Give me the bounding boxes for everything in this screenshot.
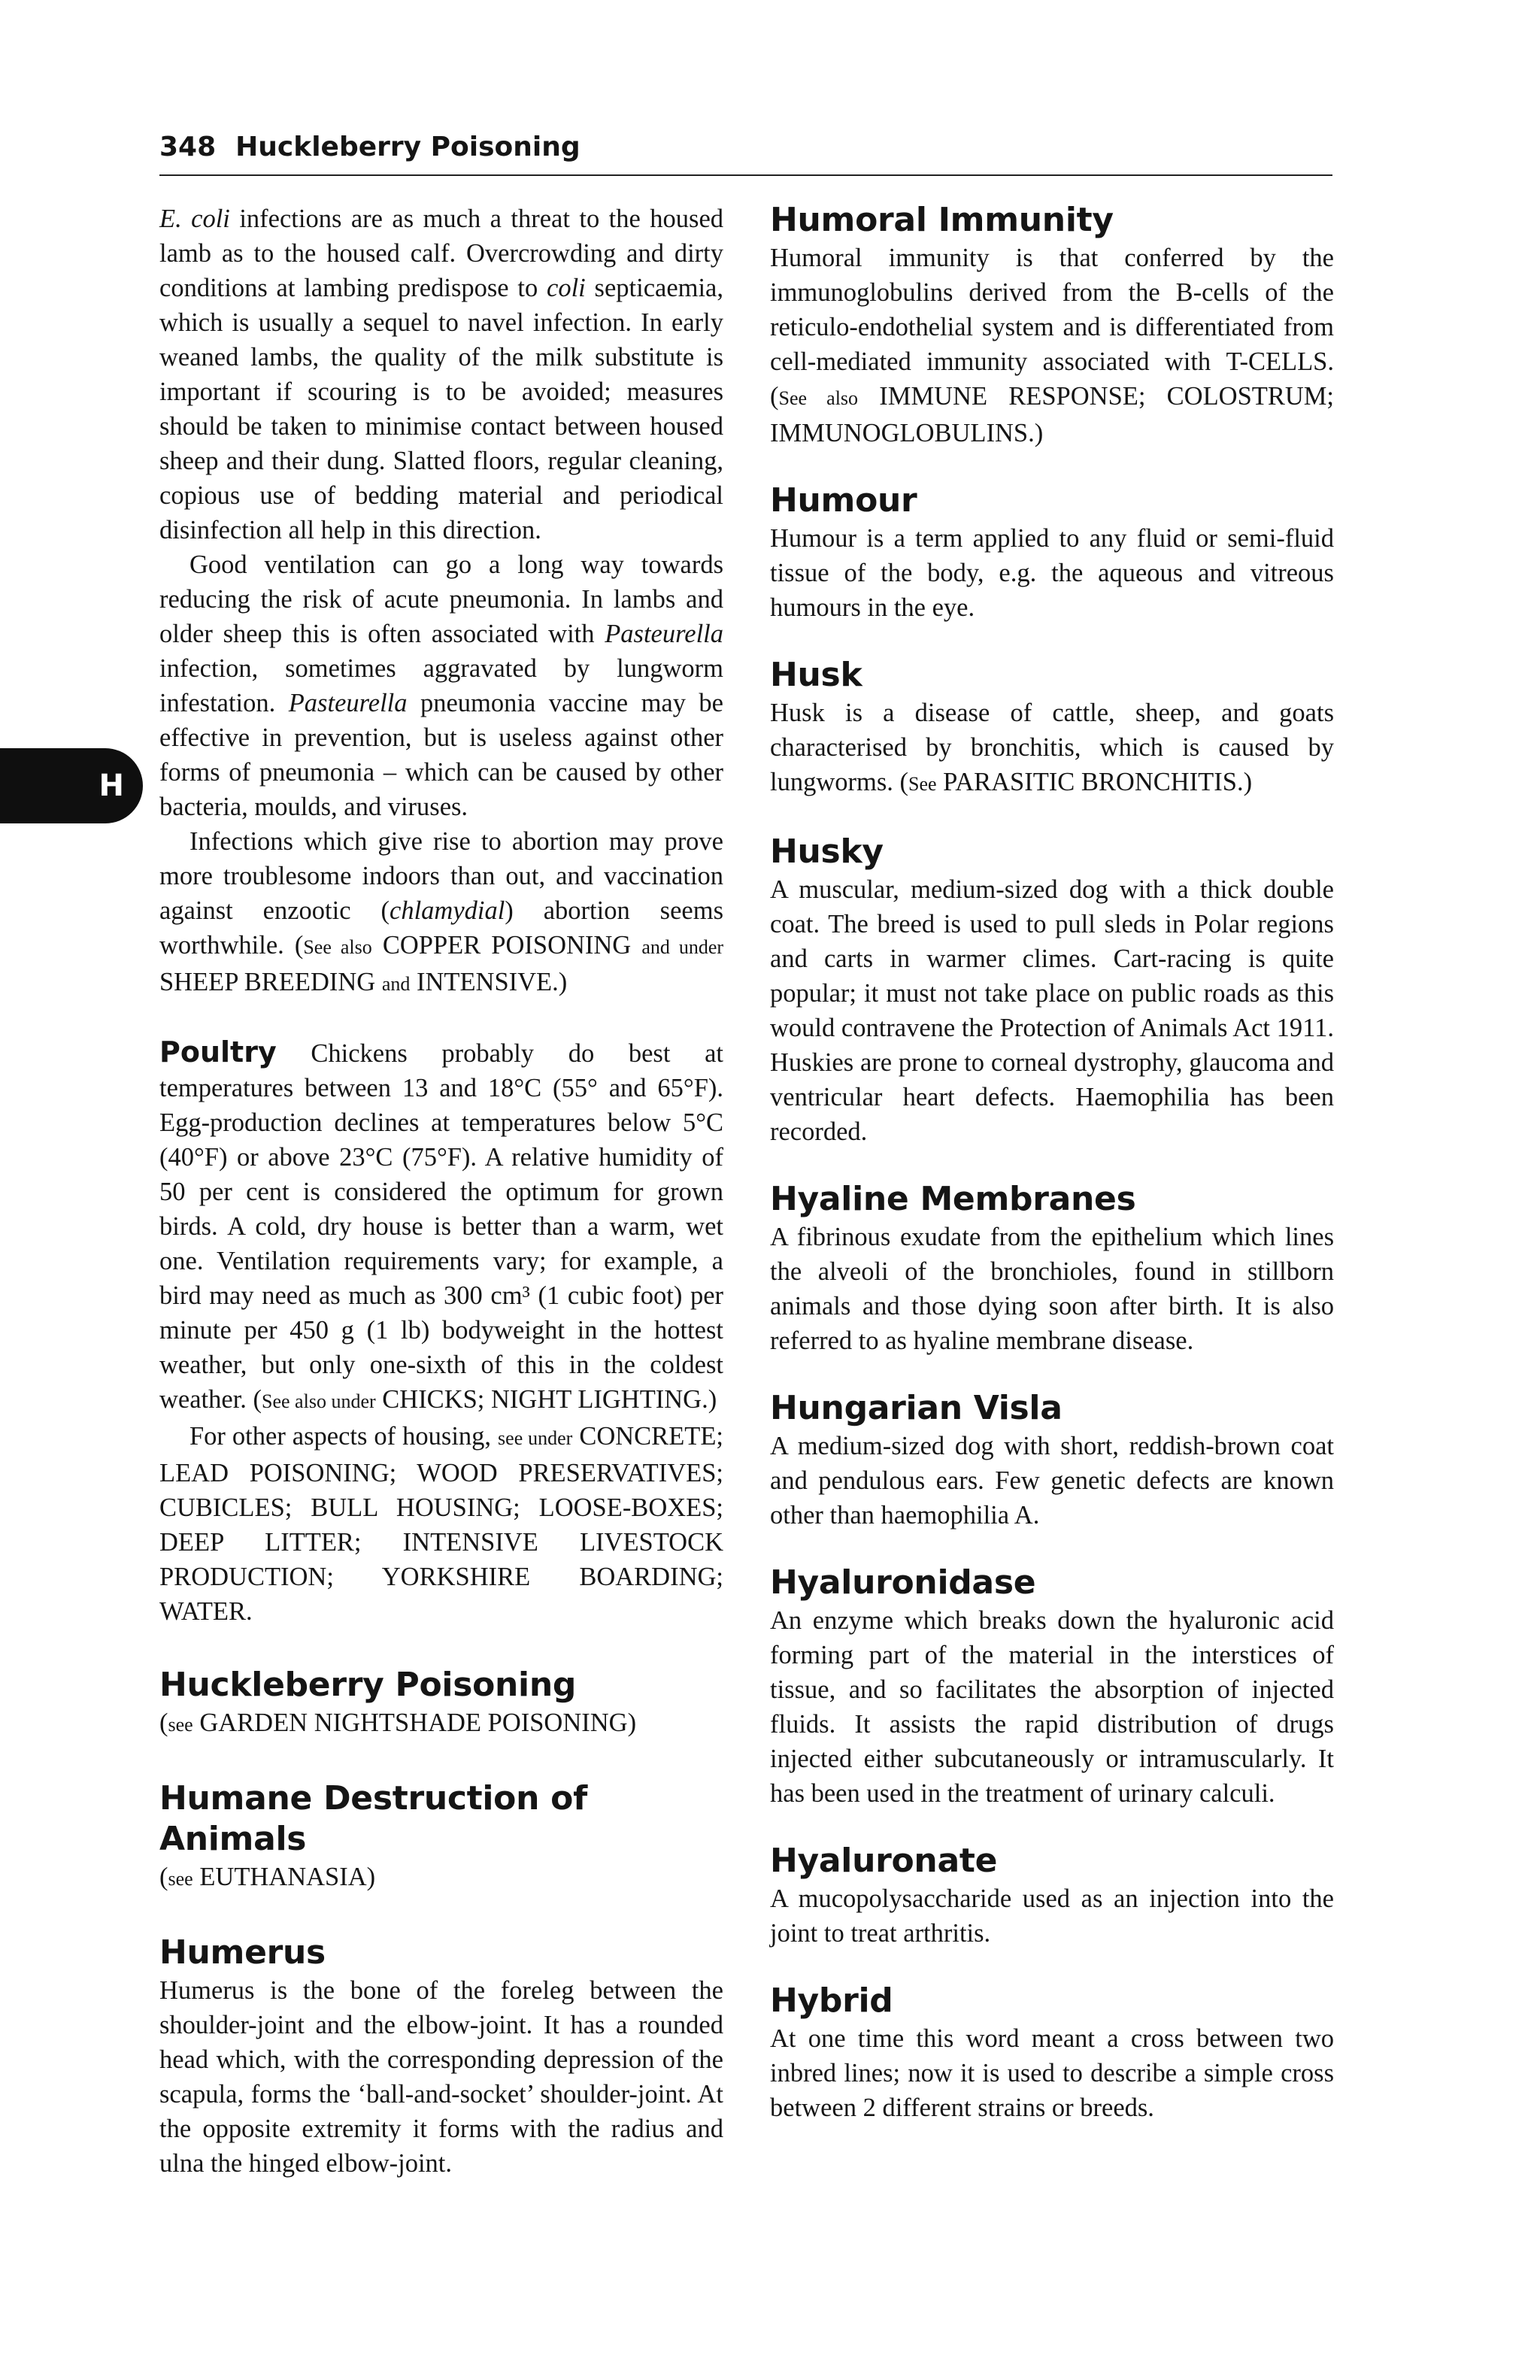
text-run: Chickens probably do best at temperatures between 13 and 18°C (55° and 65°F). Egg-production declines at temperatures below 5°C (40°F) or above 23°C (75°F). A relative humidity of 50 per cent is considered the optimum for grown birds. A cold, dry house is better than a warm, wet one. Ventilation requirements vary; for example, a bird may need as much as 300 cm³ (1 cubic foot) per minute per 450 g (1 lb) bodyweight in the hottest weather, but only one-sixth of this in the coldest weather. (: [159, 1039, 723, 1414]
entry-title: Humane Destruction of Animals: [159, 1779, 587, 1858]
thumb-index-tab: [0, 748, 143, 823]
see-label: see: [168, 1868, 193, 1890]
text-run: .: [246, 1597, 253, 1626]
left-column: [159, 202, 723, 2181]
see-also-label: see under: [498, 1427, 573, 1449]
entry-title: Hyaline Membranes: [770, 1180, 1136, 1218]
cross-reference: EUTHANASIA: [199, 1863, 367, 1891]
housing-paragraph-other: [159, 1419, 723, 1629]
genus-name: Pasteurella: [605, 620, 723, 648]
connector: and under: [641, 936, 724, 958]
cross-reference: GARDEN NIGHTSHADE POISONING: [199, 1708, 628, 1737]
text-run: Husk is a disease of cattle, sheep, and goats characterised by bronchitis, which is caused by lungworms. (: [770, 699, 1334, 796]
text-run: septicaemia, which is usually a sequel to navel infection. In early weaned lambs, the quality of the milk substitute is important if scouring is to be avoided; measures should be taken to minimise contact between housed sheep and their dung. Slatted floors, regular cleaning, copious use of bedding material and periodical disinfection all help in this direction.: [159, 274, 723, 544]
page-number: 348: [159, 132, 217, 162]
entry-cross-reference: (see EUTHANASIA): [159, 1863, 376, 1891]
run-in-heading: Poultry: [159, 1035, 277, 1069]
see-label: See: [908, 773, 937, 795]
entry-title: Hyaluronidase: [770, 1563, 1036, 1602]
entry-title: Husky: [770, 832, 884, 871]
connector: and: [381, 973, 411, 995]
text-run: . (: [770, 347, 1334, 411]
species-name: coli: [547, 274, 586, 302]
organism-name: chlamydial: [390, 896, 505, 925]
cross-reference: IMMUNE RESPONSE; COLOSTRUM; IMMUNOGLOBULINS: [770, 382, 1335, 447]
see-also-label: See also: [303, 936, 372, 958]
poultry-paragraph: [159, 1035, 723, 1419]
entry-body: A medium-sized dog with short, reddish-brown coat and pendulous ears. Few genetic defects are known other than haemophilia A.: [770, 1432, 1334, 1530]
text-run: infections are as much a threat to the housed lamb as to the housed calf. Overcrowding and dirty conditions at lambing predispose to: [159, 205, 724, 302]
text-run: .): [702, 1385, 717, 1414]
text-run: ) abortion seems worthwhile. (: [159, 896, 723, 960]
entry-title: Hybrid: [770, 1981, 893, 2020]
thumb-index-letter: H: [99, 769, 124, 803]
text-run: .): [1028, 419, 1044, 447]
cross-reference: T-CELLS: [1226, 347, 1328, 376]
entry-body: Humerus is the bone of the foreleg between the shoulder-joint and the elbow-joint. It has a rounded head which, with the corresponding depression of the scapula, forms the ‘ball-and-socket’ shoulder-joint. At the opposite extremity it forms with the radius and ulna the hinged elbow-joint.: [159, 1976, 723, 2178]
see-label: see: [168, 1714, 193, 1736]
cross-reference: PARASITIC BRONCHITIS: [943, 768, 1237, 796]
entry-body: [770, 696, 1334, 802]
text-run: For other aspects of housing,: [189, 1422, 499, 1451]
housing-paragraph-ventilation: [159, 547, 723, 824]
entry-body: A mucopolysaccharide used as an injection into the joint to treat arthritis.: [770, 1884, 1334, 1948]
entry-body: [770, 241, 1334, 450]
entry-title: Huckleberry Poisoning: [159, 1666, 577, 1704]
text-run: pneumonia vaccine may be effective in prevention, but is useless against other forms of pneumonia – which can be caused by other bacteria, moulds, and viruses.: [159, 689, 723, 821]
housing-paragraph-abortion: [159, 824, 723, 1002]
cross-reference: SHEEP BREEDING: [159, 968, 376, 996]
entry-cross-reference: (see GARDEN NIGHTSHADE POISONING): [159, 1708, 637, 1737]
running-header: [159, 125, 1332, 176]
cross-reference: CHICKS; NIGHT LIGHTING: [382, 1385, 702, 1414]
text-run: .): [552, 968, 568, 996]
text-run: Good ventilation can go a long way towards reducing the risk of acute pneumonia. In lambs and older sheep this is often associated with: [159, 550, 723, 648]
entry-title: Humoral Immunity: [770, 201, 1114, 239]
text-run: .): [1236, 768, 1253, 796]
see-also-label: See also: [778, 387, 859, 409]
see-also-label: See also under: [262, 1390, 376, 1412]
cross-reference: CONCRETE; LEAD POISONING; WOOD PRESERVATIVES; CUBICLES; BULL HOUSING; LOOSE-BOXES; DEEP LITTER; INTENSIVE LIVESTOCK PRODUCTION; YORKSHIRE BOARDING; WATER: [159, 1422, 723, 1626]
entry-title: Humour: [770, 481, 917, 520]
cross-reference: COPPER POISONING: [382, 931, 632, 960]
text-run: Humoral immunity is that conferred by the immunoglobulins derived from the B-cells of the reticulo-endothelial system and is differentiated from cell-mediated immunity associated with: [770, 244, 1334, 376]
entry-body: A fibrinous exudate from the epithelium which lines the alveoli of the bronchioles, found in stillborn animals and those dying soon after birth. It is also referred to as hyaline membrane disease.: [770, 1223, 1334, 1355]
entry-title: Hungarian Visla: [770, 1389, 1063, 1427]
text-run: Infections which give rise to abortion may prove more troublesome indoors than out, and vaccination against enzootic (: [159, 827, 723, 925]
genus-name: Pasteurella: [288, 689, 408, 717]
housing-paragraph-ecoli: [159, 202, 723, 547]
cross-reference: INTENSIVE: [416, 968, 553, 996]
entry-body: Humour is a term applied to any fluid or semi-fluid tissue of the body, e.g. the aqueous and vitreous humours in the eye.: [770, 524, 1334, 622]
text-run: infection, sometimes aggravated by lungworm infestation.: [159, 654, 723, 717]
entry-title: Humerus: [159, 1933, 326, 1972]
entry-body: A muscular, medium-sized dog with a thick double coat. The breed is used to pull sleds in Polar regions and carts in warmer climes. Cart-racing is quite popular; it must not take place on public roads as this would contravene the Protection of Animals Act 1911. Huskies are prone to corneal dystrophy, glaucoma and ventricular heart defects. Haemophilia has been recorded.: [770, 875, 1334, 1146]
running-title: Huckleberry Poisoning: [235, 132, 581, 162]
species-name: E. coli: [159, 205, 230, 233]
entry-title: Husk: [770, 656, 862, 694]
right-column: [770, 200, 1334, 2125]
spacer: [159, 1002, 723, 1035]
entry-body: An enzyme which breaks down the hyaluronic acid forming part of the material in the interstices of tissue, and so facilitates the absorption of injected fluids. It assists the rapid distribution of drugs injected either subcutaneously or intramuscularly. It has been used in the treatment of urinary calculi.: [770, 1606, 1334, 1808]
entry-body: At one time this word meant a cross between two inbred lines; now it is used to describe a simple cross between 2 different strains or breeds.: [770, 2024, 1334, 2122]
entry-title: Hyaluronate: [770, 1842, 998, 1880]
